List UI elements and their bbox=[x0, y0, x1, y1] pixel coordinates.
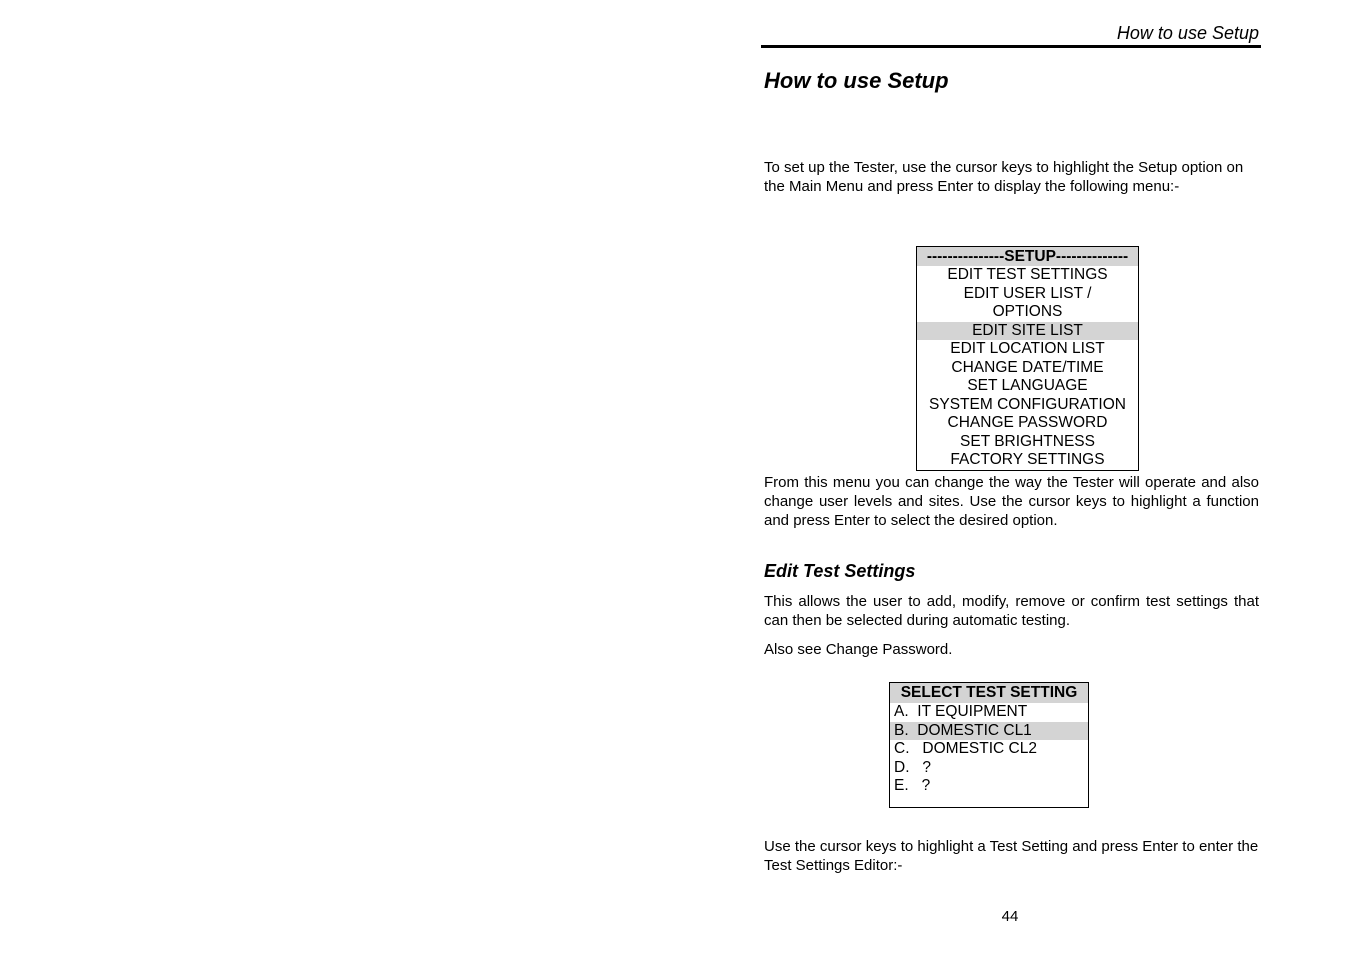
menu-item-set-language[interactable]: SET LANGUAGE bbox=[967, 377, 1088, 394]
menu-item-edit-user-list[interactable]: EDIT USER LIST / bbox=[963, 284, 1092, 302]
closing-paragraph: Use the cursor keys to highlight a Test Setting and press Enter to enter the Test Settings Editor:- bbox=[764, 838, 1259, 874]
test-setting-item-a[interactable]: A. IT EQUIPMENT bbox=[894, 703, 1028, 720]
test-setting-item-b[interactable]: B. DOMESTIC CL1 bbox=[890, 722, 1088, 741]
setup-menu bbox=[916, 246, 1139, 471]
setup-menu-header: ---------------SETUP-------------- bbox=[917, 247, 1138, 266]
menu-item-factory-settings[interactable]: FACTORY SETTINGS bbox=[950, 451, 1105, 468]
menu-item-change-password[interactable]: CHANGE PASSWORD bbox=[947, 414, 1108, 431]
test-setting-item-c[interactable]: C. DOMESTIC CL2 bbox=[894, 740, 1037, 757]
menu-item-edit-user-list-options[interactable]: OPTIONS bbox=[992, 303, 1063, 320]
see-also-note: Also see Change Password. bbox=[764, 641, 953, 658]
section-paragraph: This allows the user to add, modify, remove or confirm test settings that can then be selected during automatic testing. bbox=[764, 593, 1259, 629]
test-setting-item-e[interactable]: E. ? bbox=[894, 777, 931, 794]
menu-item-edit-test-settings[interactable]: EDIT TEST SETTINGS bbox=[947, 266, 1108, 283]
menu-item-system-configuration[interactable]: SYSTEM CONFIGURATION bbox=[929, 395, 1126, 413]
header-rule bbox=[761, 45, 1261, 48]
test-setting-item-d[interactable]: D. ? bbox=[894, 758, 932, 776]
menu-item-edit-location-list[interactable]: EDIT LOCATION LIST bbox=[950, 340, 1105, 357]
menu-description: From this menu you can change the way the Tester will operate and also change user levels and sites. Use the cursor keys to highlight a function and press Enter to select the desired option. bbox=[764, 474, 1259, 529]
section-title-edit-test-settings: Edit Test Settings bbox=[764, 561, 916, 581]
running-header: How to use Setup bbox=[1116, 23, 1259, 43]
page-title: How to use Setup bbox=[764, 68, 949, 93]
menu-item-edit-site-list[interactable]: EDIT SITE LIST bbox=[917, 322, 1138, 341]
select-test-setting-box bbox=[889, 682, 1089, 808]
test-setting-box-header: SELECT TEST SETTING bbox=[890, 683, 1088, 703]
intro-paragraph: To set up the Tester, use the cursor keys to highlight the Setup option on the Main Menu and press Enter to display the following menu:- bbox=[764, 159, 1244, 195]
page-number: 44 bbox=[1001, 908, 1019, 925]
menu-item-set-brightness[interactable]: SET BRIGHTNESS bbox=[960, 432, 1095, 450]
menu-item-change-date-time[interactable]: CHANGE DATE/TIME bbox=[951, 358, 1104, 376]
